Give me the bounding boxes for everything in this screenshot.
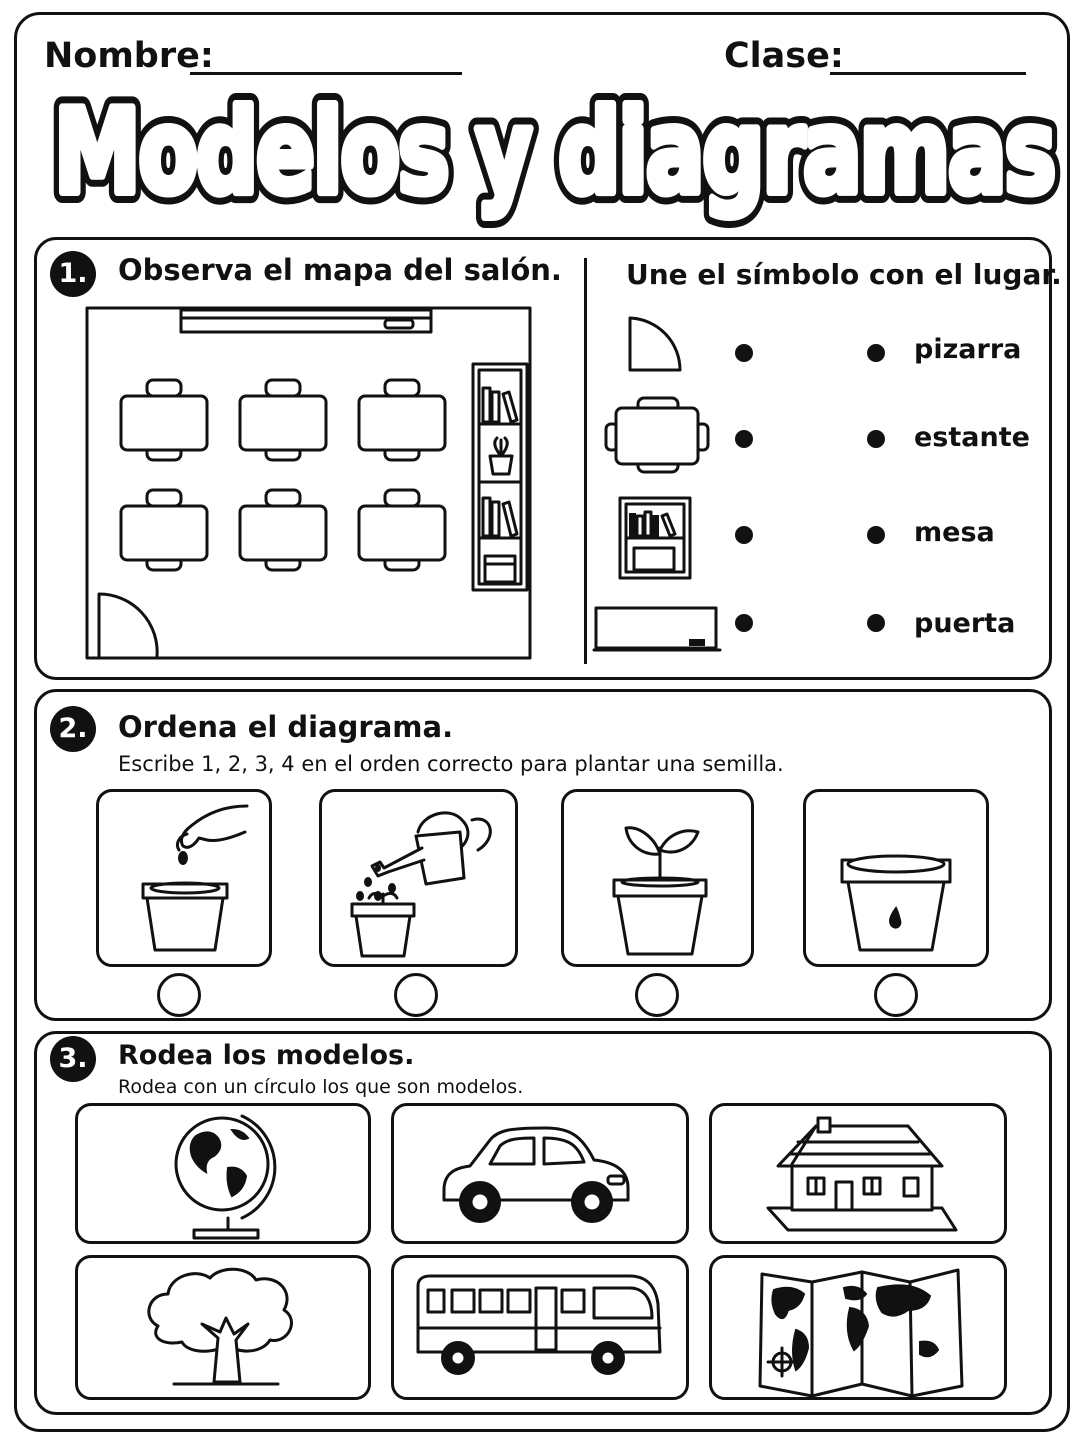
place-label-estante: estante <box>914 422 1030 453</box>
model-card-tree[interactable] <box>75 1255 371 1400</box>
shelf-symbol-icon <box>618 496 692 582</box>
class-label: Clase: <box>724 36 844 76</box>
map-board-icon <box>181 310 431 332</box>
page-title <box>0 82 1086 232</box>
section-1-title: Observa el mapa del salón. <box>118 253 562 287</box>
map-door-icon <box>99 594 157 656</box>
tree-icon <box>78 1258 374 1403</box>
watering-can-icon <box>322 792 521 970</box>
table-symbol-icon <box>604 396 710 476</box>
model-card-car[interactable] <box>391 1103 689 1244</box>
match-title: Une el símbolo con el lugar. <box>626 258 1062 291</box>
globe-icon <box>78 1106 374 1247</box>
map-desks <box>121 380 445 570</box>
model-card-globe[interactable] <box>75 1103 371 1244</box>
match-dot-right-3[interactable] <box>867 526 885 544</box>
match-dot-left-2[interactable] <box>735 430 753 448</box>
match-dot-right-1[interactable] <box>867 344 885 362</box>
match-dot-right-2[interactable] <box>867 430 885 448</box>
step-card-3 <box>561 789 754 967</box>
section-2-subtitle: Escribe 1, 2, 3, 4 en el orden correcto para plantar una semilla. <box>118 752 784 776</box>
seed-in-pot-icon <box>806 792 992 970</box>
match-dot-left-4[interactable] <box>735 614 753 632</box>
order-answer-circle-2[interactable] <box>394 973 438 1017</box>
car-icon <box>394 1106 692 1247</box>
house-model-icon <box>712 1106 1010 1247</box>
step-card-1 <box>96 789 272 967</box>
order-answer-circle-3[interactable] <box>635 973 679 1017</box>
hand-seed-pot-icon <box>99 792 275 970</box>
model-card-bus[interactable] <box>391 1255 689 1400</box>
step-card-2 <box>319 789 518 967</box>
place-label-puerta: puerta <box>914 608 1016 639</box>
model-card-house[interactable] <box>709 1103 1007 1244</box>
board-symbol-icon <box>592 604 722 656</box>
section-3-title: Rodea los modelos. <box>118 1040 415 1071</box>
match-dot-left-3[interactable] <box>735 526 753 544</box>
match-dot-left-1[interactable] <box>735 344 753 362</box>
class-field[interactable] <box>830 72 1026 75</box>
match-dot-right-4[interactable] <box>867 614 885 632</box>
place-label-mesa: mesa <box>914 517 995 548</box>
map-bookshelf-icon <box>473 364 527 590</box>
section-3-subtitle: Rodea con un círculo los que son modelos. <box>118 1076 524 1098</box>
place-label-pizarra: pizarra <box>914 334 1022 365</box>
section-3-number: 3. <box>50 1036 96 1082</box>
step-card-4 <box>803 789 989 967</box>
world-map-icon <box>712 1258 1010 1403</box>
section-1-number: 1. <box>50 251 96 297</box>
section-2-title: Ordena el diagrama. <box>118 710 454 744</box>
name-label: Nombre: <box>44 36 214 76</box>
svg-text:Modelos y diagramas: Modelos y diagramas <box>54 85 1054 220</box>
order-answer-circle-4[interactable] <box>874 973 918 1017</box>
sprout-pot-icon <box>564 792 757 970</box>
classroom-map <box>85 306 535 666</box>
order-answer-circle-1[interactable] <box>157 973 201 1017</box>
model-card-map[interactable] <box>709 1255 1007 1400</box>
name-field[interactable] <box>190 72 462 75</box>
door-symbol-icon <box>626 314 686 376</box>
section-1-divider <box>584 258 587 664</box>
svg-text:Modelos y diagramas: Modelos y diagramas <box>54 85 1054 220</box>
bus-icon <box>394 1258 692 1403</box>
section-2-number: 2. <box>50 706 96 752</box>
